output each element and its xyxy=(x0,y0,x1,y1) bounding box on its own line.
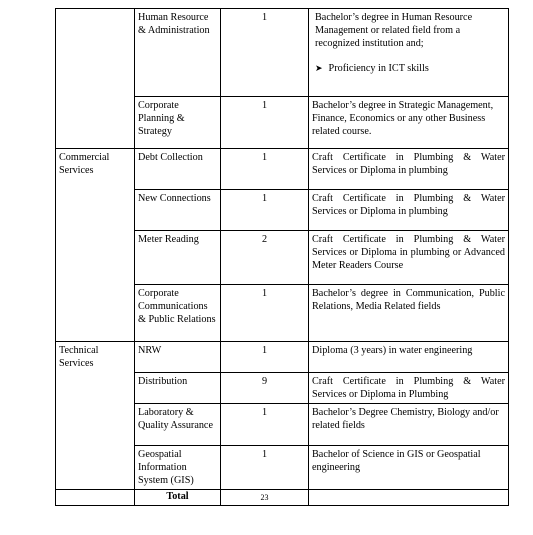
section-cell: Human Resource & Administration xyxy=(135,9,221,97)
count-cell: 1 xyxy=(221,149,309,190)
count-cell: 1 xyxy=(221,445,309,489)
staffing-table xyxy=(55,8,509,506)
department-cell xyxy=(56,231,135,285)
section-cell: Corporate Planning & Strategy xyxy=(135,97,221,149)
table-row xyxy=(56,231,509,285)
section-cell: Debt Collection xyxy=(135,149,221,190)
total-empty-cell xyxy=(56,489,135,505)
count-cell: 9 xyxy=(221,372,309,403)
table-row xyxy=(56,190,509,231)
department-cell: Commercial Services xyxy=(56,149,135,190)
total-label: Total xyxy=(135,489,221,505)
count-cell: 1 xyxy=(221,403,309,445)
department-cell xyxy=(56,285,135,342)
arrow-bullet-icon: ➤ xyxy=(315,63,323,73)
requirement-cell: Diploma (3 years) in water engineering xyxy=(309,342,509,373)
requirement-cell: Bachelor’s degree in Communication, Public Relations, Media Related fields xyxy=(309,285,509,342)
department-cell xyxy=(56,97,135,149)
department-cell xyxy=(56,9,135,97)
requirement-cell xyxy=(309,9,509,97)
requirement-cell: Craft Certificate in Plumbing & Water Services or Diploma in plumbing or Advanced Meter Readers Course xyxy=(309,231,509,285)
count-cell: 1 xyxy=(221,285,309,342)
department-cell xyxy=(56,445,135,489)
requirement-cell: Bachelor of Science in GIS or Geospatial engineering xyxy=(309,445,509,489)
section-cell: NRW xyxy=(135,342,221,373)
count-cell: 2 xyxy=(221,231,309,285)
section-cell: Laboratory & Quality Assurance xyxy=(135,403,221,445)
section-cell: Geospatial Information System (GIS) xyxy=(135,445,221,489)
table-row xyxy=(56,97,509,149)
section-cell: Distribution xyxy=(135,372,221,403)
department-cell: Technical Services xyxy=(56,342,135,373)
department-cell xyxy=(56,372,135,403)
section-cell: Corporate Communications & Public Relations xyxy=(135,285,221,342)
count-cell: 1 xyxy=(221,97,309,149)
table-row xyxy=(56,149,509,190)
count-cell: 1 xyxy=(221,190,309,231)
department-cell xyxy=(56,190,135,231)
requirement-cell: Craft Certificate in Plumbing & Water Services or Diploma in Plumbing xyxy=(309,372,509,403)
requirement-text: Bachelor’s degree in Human Resource Management or related field from a recognized institution and; xyxy=(315,12,473,49)
table-row xyxy=(56,285,509,342)
total-blank-cell xyxy=(309,489,509,505)
section-cell: Meter Reading xyxy=(135,231,221,285)
requirement-cell: Craft Certificate in Plumbing & Water Services or Diploma in plumbing xyxy=(309,190,509,231)
total-value: 23 xyxy=(221,489,309,505)
table-row xyxy=(56,372,509,403)
table-row xyxy=(56,342,509,373)
requirement-cell: Bachelor’s degree in Strategic Management, Finance, Economics or any other Business related course. xyxy=(309,97,509,149)
count-cell: 1 xyxy=(221,342,309,373)
table-row xyxy=(56,403,509,445)
table-row xyxy=(56,9,509,97)
bullet-text: Proficiency in ICT skills xyxy=(328,63,429,74)
department-cell xyxy=(56,403,135,445)
requirement-cell: Craft Certificate in Plumbing & Water Services or Diploma in plumbing xyxy=(309,149,509,190)
count-cell: 1 xyxy=(221,9,309,97)
requirement-bullet xyxy=(312,62,429,75)
total-row xyxy=(56,489,509,505)
section-cell: New Connections xyxy=(135,190,221,231)
requirement-cell: Bachelor’s Degree Chemistry, Biology and/or related fields xyxy=(309,403,509,445)
table-row xyxy=(56,445,509,489)
